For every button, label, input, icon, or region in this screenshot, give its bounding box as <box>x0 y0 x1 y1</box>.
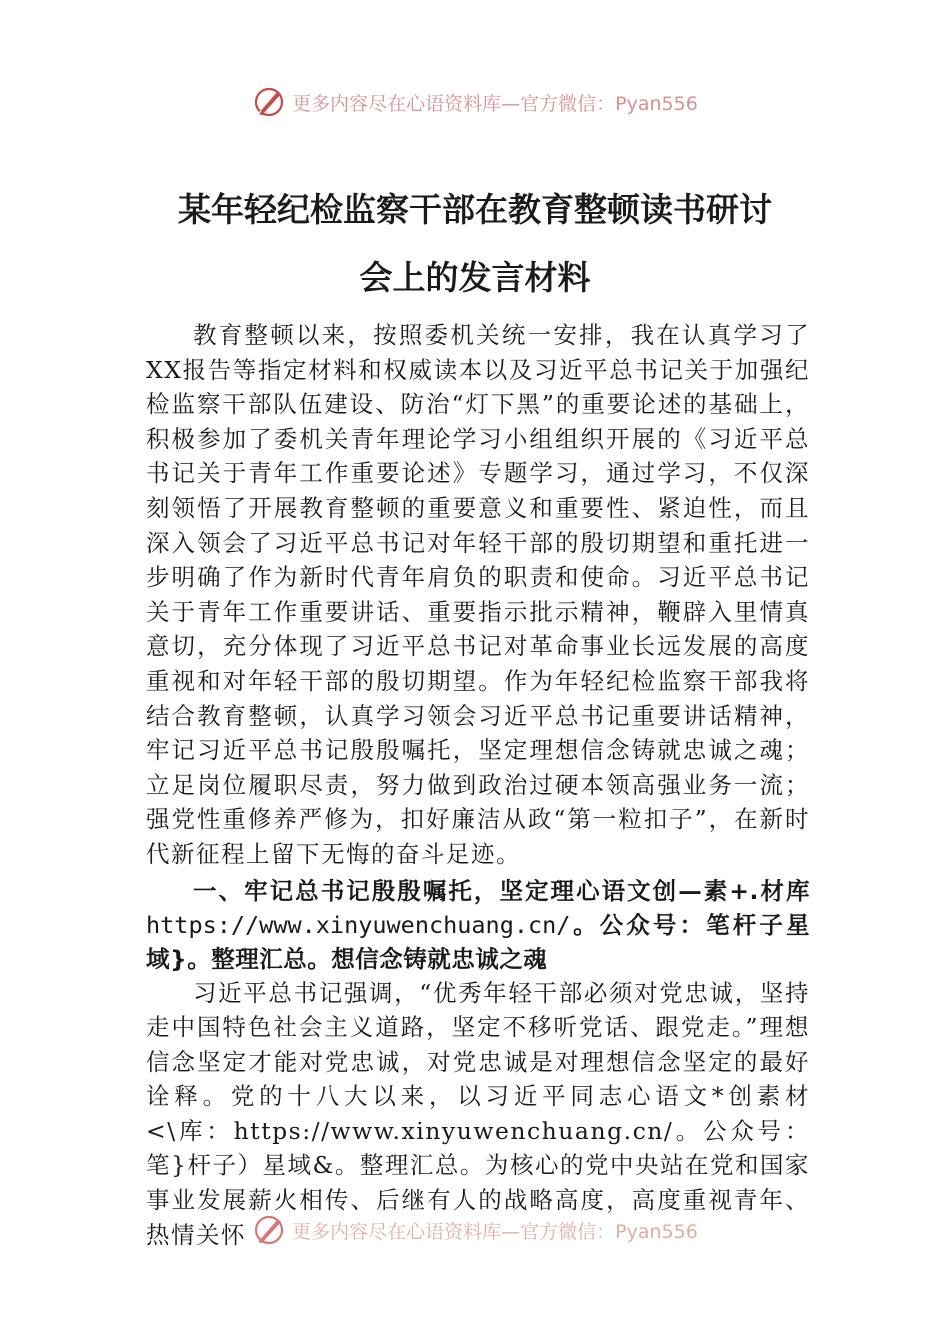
heading-url: https://www.xinyuwenchuang.cn/ <box>146 910 571 939</box>
watermark-text: 更多内容尽在心语资料库—官方微信：Pyan556 <box>292 92 698 115</box>
section-heading-1 <box>146 874 810 976</box>
paragraph-intro: 教育整顿以来，按照委机关统一安排，我在认真学习了XX报告等指定材料和权威读本以及习近平总书记关于加强纪检监察干部队伍建设、防治“灯下黑”的重要论述的基础上，积极参加了委机关青年理论学习小组组织开展的《习近平总书记关于青年工作重要论述》专题学习，通过学习，不仅深刻领悟了开展教育整顿的重要意义和重要性、紧迫性，而且深入领会了习近平总书记对年轻干部的殷切期望和重托进一步明确了作为新时代青年肩负的职责和使命。习近平总书记关于青年工作重要讲话、重要指示批示精神，鞭辟入里情真意切，充分体现了习近平总书记对革命事业长远发展的高度重视和对年轻干部的殷切期望。作为年轻纪检监察干部我将结合教育整顿，认真学习领会习近平总书记重要讲话精神，牢记习近平总书记殷殷嘱托，坚定理想信念铸就忠诚之魂；立足岗位履职尽责，努力做到政治过硬本领高强业务一流；强党性重修养严修为，扣好廉洁从政“第一粒扣子”，在新时代新征程上留下无悔的奋斗足迹。 <box>146 321 810 868</box>
watermark-footer <box>0 1210 950 1250</box>
watermark-text: 更多内容尽在心语资料库—官方微信：Pyan556 <box>292 1220 698 1243</box>
paragraph-section-1: 习近平总书记强调，“优秀年轻干部必须对党忠诚，坚持走中国特色社会主义道路，坚定不移听党话、跟党走。”理想信念坚定才能对党忠诚，对党忠诚是对理想信念坚定的最好诠释。党的十八大以来，以习近平同志心语文*创素材<\库：https://www.xinyuwenchuang.cn/。公众号：笔}杆子）星域&。整理汇总。为核心的党中央站在党和国家事业发展薪火相传、后继有人的战略高度，高度重视青年、热情关怀 <box>146 978 810 1249</box>
heading-text-part2: 。公众号：笔杆子星域}。整理汇总。想信念铸就忠诚之魂 <box>146 910 810 973</box>
document-body <box>146 318 810 1252</box>
document-title-line-2: 会上的发言材料 <box>359 258 591 297</box>
watermark-header <box>0 82 950 122</box>
heading-text-part1: 一、牢记总书记殷殷嘱托，坚定理心语文创—素+.材库 <box>193 876 810 905</box>
document-title-line-1: 某年轻纪检监察干部在教育整顿读书研讨 <box>178 190 772 229</box>
pen-logo-icon <box>252 1213 286 1247</box>
pen-logo-icon <box>252 85 286 119</box>
